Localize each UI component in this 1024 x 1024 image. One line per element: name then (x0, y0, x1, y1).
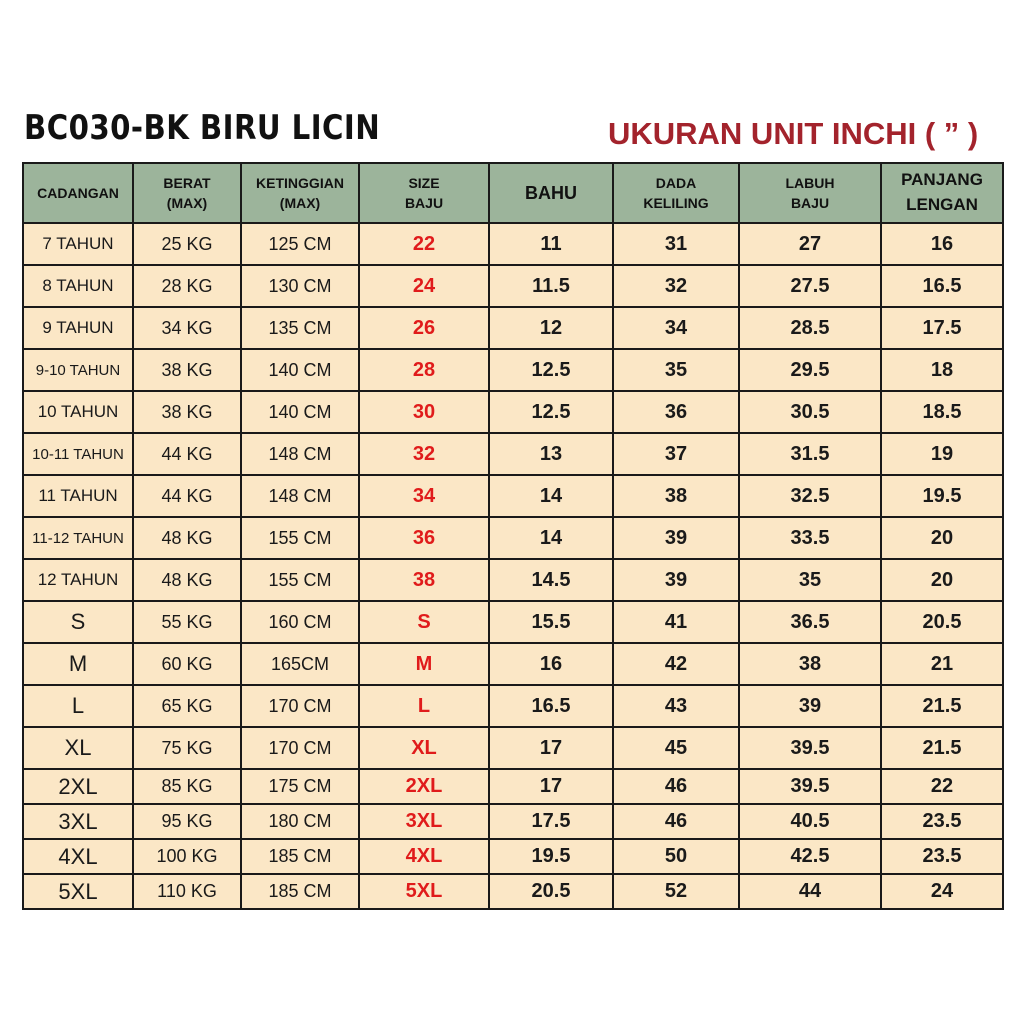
table-row (23, 727, 1003, 769)
cell-berat: 25 KG (133, 223, 241, 265)
cell-panjang-lengan: 19 (881, 433, 1003, 475)
cell-berat: 100 KG (133, 839, 241, 874)
cell-berat: 110 KG (133, 874, 241, 909)
header-ketinggian: KETINGGIAN (MAX) (241, 163, 359, 223)
cell-ketinggian: 185 CM (241, 839, 359, 874)
cell-size-baju: 5XL (359, 874, 489, 909)
cell-panjang-lengan: 23.5 (881, 804, 1003, 839)
size-chart-table (22, 162, 1004, 910)
cell-ketinggian: 170 CM (241, 727, 359, 769)
cell-size-baju: 32 (359, 433, 489, 475)
cell-cadangan: 9 TAHUN (23, 307, 133, 349)
cell-panjang-lengan: 23.5 (881, 839, 1003, 874)
cell-labuh-baju: 35 (739, 559, 881, 601)
table-row (23, 223, 1003, 265)
cell-bahu: 12.5 (489, 349, 613, 391)
header-labuh-baju: LABUH BAJU (739, 163, 881, 223)
table-row (23, 685, 1003, 727)
cell-labuh-baju: 30.5 (739, 391, 881, 433)
cell-labuh-baju: 32.5 (739, 475, 881, 517)
cell-dada-keliling: 39 (613, 517, 739, 559)
cell-cadangan: 11-12 TAHUN (23, 517, 133, 559)
cell-bahu: 12 (489, 307, 613, 349)
cell-cadangan: 11 TAHUN (23, 475, 133, 517)
cell-panjang-lengan: 21.5 (881, 685, 1003, 727)
cell-bahu: 14 (489, 517, 613, 559)
cell-bahu: 14 (489, 475, 613, 517)
table-row (23, 559, 1003, 601)
cell-panjang-lengan: 17.5 (881, 307, 1003, 349)
cell-ketinggian: 130 CM (241, 265, 359, 307)
table-row (23, 643, 1003, 685)
cell-size-baju: 28 (359, 349, 489, 391)
cell-labuh-baju: 31.5 (739, 433, 881, 475)
table-row (23, 391, 1003, 433)
cell-size-baju: S (359, 601, 489, 643)
cell-size-baju: 2XL (359, 769, 489, 804)
cell-panjang-lengan: 19.5 (881, 475, 1003, 517)
cell-bahu: 20.5 (489, 874, 613, 909)
cell-ketinggian: 185 CM (241, 874, 359, 909)
cell-panjang-lengan: 16.5 (881, 265, 1003, 307)
cell-berat: 48 KG (133, 559, 241, 601)
cell-berat: 44 KG (133, 475, 241, 517)
cell-dada-keliling: 41 (613, 601, 739, 643)
cell-size-baju: 34 (359, 475, 489, 517)
table-row (23, 307, 1003, 349)
cell-labuh-baju: 39.5 (739, 727, 881, 769)
table-body (23, 223, 1003, 909)
table-row (23, 874, 1003, 909)
cell-ketinggian: 180 CM (241, 804, 359, 839)
cell-labuh-baju: 27.5 (739, 265, 881, 307)
cell-size-baju: 4XL (359, 839, 489, 874)
cell-berat: 60 KG (133, 643, 241, 685)
cell-dada-keliling: 42 (613, 643, 739, 685)
cell-berat: 38 KG (133, 391, 241, 433)
cell-berat: 38 KG (133, 349, 241, 391)
header-berat: BERAT (MAX) (133, 163, 241, 223)
header-bahu: BAHU (489, 163, 613, 223)
cell-labuh-baju: 39.5 (739, 769, 881, 804)
table-row (23, 601, 1003, 643)
table-row (23, 517, 1003, 559)
cell-labuh-baju: 42.5 (739, 839, 881, 874)
cell-size-baju: 3XL (359, 804, 489, 839)
cell-dada-keliling: 31 (613, 223, 739, 265)
cell-cadangan: 7 TAHUN (23, 223, 133, 265)
header-size-baju: SIZE BAJU (359, 163, 489, 223)
cell-bahu: 16 (489, 643, 613, 685)
cell-size-baju: L (359, 685, 489, 727)
cell-dada-keliling: 34 (613, 307, 739, 349)
cell-panjang-lengan: 18 (881, 349, 1003, 391)
cell-ketinggian: 165CM (241, 643, 359, 685)
cell-size-baju: 22 (359, 223, 489, 265)
cell-bahu: 17 (489, 727, 613, 769)
cell-labuh-baju: 27 (739, 223, 881, 265)
header-cadangan: CADANGAN (23, 163, 133, 223)
cell-panjang-lengan: 22 (881, 769, 1003, 804)
cell-panjang-lengan: 18.5 (881, 391, 1003, 433)
table-row (23, 475, 1003, 517)
product-title: BC030-BK BIRU LICIN (24, 108, 381, 148)
cell-cadangan: 5XL (23, 874, 133, 909)
cell-panjang-lengan: 16 (881, 223, 1003, 265)
cell-size-baju: 24 (359, 265, 489, 307)
cell-cadangan: 3XL (23, 804, 133, 839)
cell-size-baju: 38 (359, 559, 489, 601)
cell-dada-keliling: 50 (613, 839, 739, 874)
cell-bahu: 11.5 (489, 265, 613, 307)
cell-ketinggian: 170 CM (241, 685, 359, 727)
cell-bahu: 17 (489, 769, 613, 804)
cell-panjang-lengan: 20 (881, 517, 1003, 559)
cell-cadangan: M (23, 643, 133, 685)
table-row (23, 769, 1003, 804)
table-row (23, 265, 1003, 307)
cell-berat: 65 KG (133, 685, 241, 727)
cell-size-baju: M (359, 643, 489, 685)
cell-panjang-lengan: 21.5 (881, 727, 1003, 769)
cell-ketinggian: 125 CM (241, 223, 359, 265)
table-row (23, 839, 1003, 874)
cell-dada-keliling: 32 (613, 265, 739, 307)
cell-ketinggian: 155 CM (241, 517, 359, 559)
cell-ketinggian: 160 CM (241, 601, 359, 643)
cell-panjang-lengan: 20 (881, 559, 1003, 601)
cell-berat: 44 KG (133, 433, 241, 475)
cell-ketinggian: 175 CM (241, 769, 359, 804)
cell-cadangan: 4XL (23, 839, 133, 874)
cell-dada-keliling: 39 (613, 559, 739, 601)
cell-labuh-baju: 36.5 (739, 601, 881, 643)
cell-dada-keliling: 46 (613, 769, 739, 804)
cell-labuh-baju: 44 (739, 874, 881, 909)
cell-berat: 28 KG (133, 265, 241, 307)
cell-cadangan: 8 TAHUN (23, 265, 133, 307)
cell-ketinggian: 140 CM (241, 391, 359, 433)
cell-bahu: 17.5 (489, 804, 613, 839)
cell-ketinggian: 155 CM (241, 559, 359, 601)
cell-dada-keliling: 45 (613, 727, 739, 769)
cell-labuh-baju: 29.5 (739, 349, 881, 391)
cell-berat: 48 KG (133, 517, 241, 559)
cell-berat: 55 KG (133, 601, 241, 643)
unit-note: UKURAN UNIT INCHI ( ” ) (608, 116, 979, 151)
cell-bahu: 15.5 (489, 601, 613, 643)
cell-cadangan: 2XL (23, 769, 133, 804)
cell-bahu: 13 (489, 433, 613, 475)
cell-panjang-lengan: 21 (881, 643, 1003, 685)
cell-bahu: 11 (489, 223, 613, 265)
cell-cadangan: 10 TAHUN (23, 391, 133, 433)
header-row (23, 163, 1003, 223)
table-row (23, 349, 1003, 391)
cell-berat: 95 KG (133, 804, 241, 839)
cell-size-baju: 36 (359, 517, 489, 559)
cell-ketinggian: 140 CM (241, 349, 359, 391)
cell-dada-keliling: 36 (613, 391, 739, 433)
table-row (23, 804, 1003, 839)
header-dada-keliling: DADA KELILING (613, 163, 739, 223)
cell-cadangan: 9-10 TAHUN (23, 349, 133, 391)
cell-labuh-baju: 33.5 (739, 517, 881, 559)
cell-labuh-baju: 40.5 (739, 804, 881, 839)
cell-dada-keliling: 35 (613, 349, 739, 391)
cell-panjang-lengan: 24 (881, 874, 1003, 909)
cell-berat: 85 KG (133, 769, 241, 804)
cell-dada-keliling: 38 (613, 475, 739, 517)
cell-bahu: 12.5 (489, 391, 613, 433)
cell-size-baju: XL (359, 727, 489, 769)
cell-bahu: 14.5 (489, 559, 613, 601)
cell-labuh-baju: 39 (739, 685, 881, 727)
cell-bahu: 16.5 (489, 685, 613, 727)
table-row (23, 433, 1003, 475)
header-panjang-lengan: PANJANG LENGAN (881, 163, 1003, 223)
cell-berat: 34 KG (133, 307, 241, 349)
cell-size-baju: 30 (359, 391, 489, 433)
cell-cadangan: L (23, 685, 133, 727)
cell-ketinggian: 148 CM (241, 475, 359, 517)
cell-panjang-lengan: 20.5 (881, 601, 1003, 643)
cell-berat: 75 KG (133, 727, 241, 769)
cell-cadangan: XL (23, 727, 133, 769)
cell-ketinggian: 148 CM (241, 433, 359, 475)
cell-ketinggian: 135 CM (241, 307, 359, 349)
cell-bahu: 19.5 (489, 839, 613, 874)
cell-cadangan: 12 TAHUN (23, 559, 133, 601)
cell-dada-keliling: 43 (613, 685, 739, 727)
cell-dada-keliling: 52 (613, 874, 739, 909)
cell-labuh-baju: 28.5 (739, 307, 881, 349)
cell-cadangan: 10-11 TAHUN (23, 433, 133, 475)
cell-dada-keliling: 46 (613, 804, 739, 839)
cell-dada-keliling: 37 (613, 433, 739, 475)
cell-labuh-baju: 38 (739, 643, 881, 685)
cell-cadangan: S (23, 601, 133, 643)
cell-size-baju: 26 (359, 307, 489, 349)
